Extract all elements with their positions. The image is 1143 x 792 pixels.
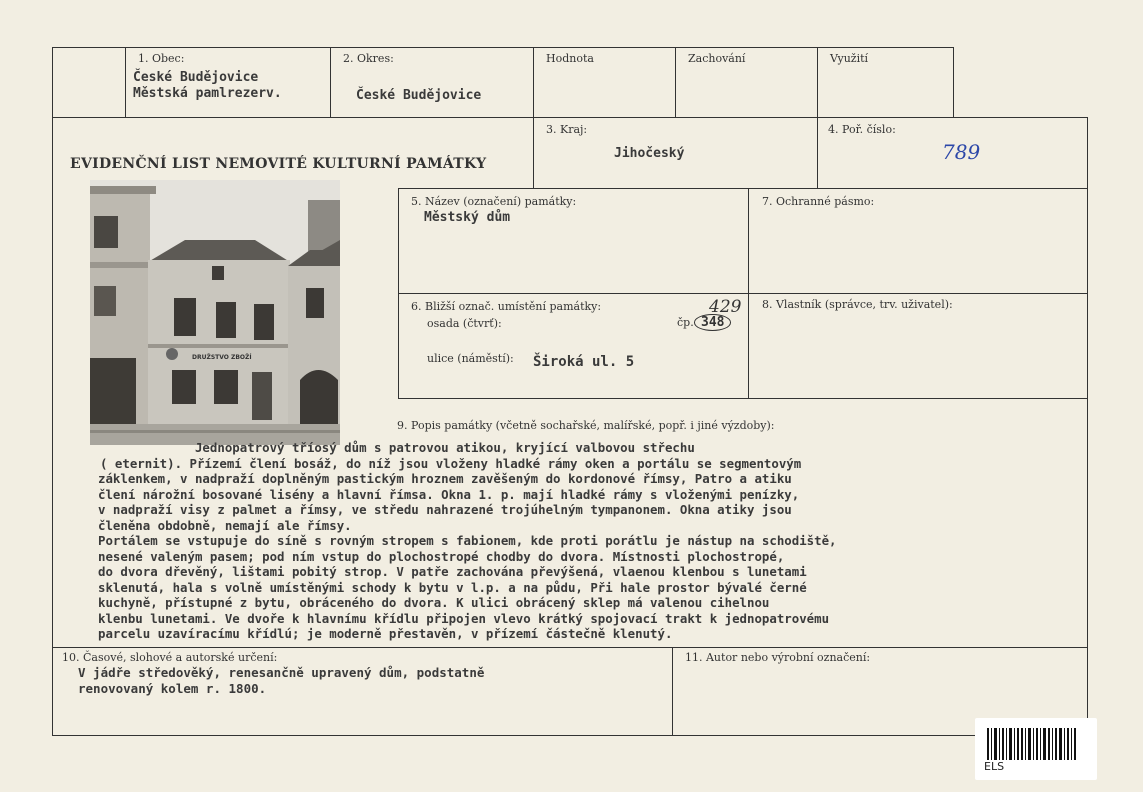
rule <box>330 47 331 117</box>
rule <box>52 735 1088 736</box>
ulice-label: ulice (náměstí): <box>427 352 514 365</box>
rule <box>672 647 673 736</box>
rule <box>398 188 399 399</box>
popis-line: klenbu lunetami. Ve dvoře k hlavnímu křídlu připojen vlevo krátký spojovací trakt k jednopatrovému <box>98 610 830 626</box>
rule <box>398 398 1088 399</box>
nazev-value: Městský dům <box>424 210 511 225</box>
urceni-value-2: renovovaný kolem r. 1800. <box>78 681 267 696</box>
rule <box>52 647 1088 648</box>
rule <box>52 117 1088 118</box>
popis-line: parcelu uzavíracímu křídlú; je moderně přestavěn, v přízemí částečně klenutý. <box>98 626 673 641</box>
umisteni-label: 6. Bližší označ. umístění památky: <box>411 300 602 313</box>
okres-value: České Budějovice <box>356 88 482 103</box>
osada-label: osada (čtvrť): <box>427 317 502 330</box>
form-title: EVIDENČNÍ LIST NEMOVITÉ KULTURNÍ PAMÁTKY <box>70 156 487 172</box>
cp-value-circled: 348 <box>694 314 731 331</box>
ulice-value: Široká ul. 5 <box>533 354 635 370</box>
vlastnik-label: 8. Vlastník (správce, trv. uživatel): <box>762 298 953 311</box>
rule <box>675 47 676 117</box>
hodnota-label: Hodnota <box>546 52 594 65</box>
building-photo-drawing <box>90 180 340 445</box>
popis-line: člení nárožní bosované lisény a hlavní římsa. Okna 1. p. mají hladké rámy s vloženými penízky, <box>98 486 800 502</box>
building-photo <box>90 180 340 445</box>
rule <box>953 47 954 117</box>
urceni-value: V jádře středověký, renesančně upravený dům, podstatně <box>78 665 485 680</box>
rule <box>52 47 53 736</box>
nazev-label: 5. Název (označení) památky: <box>411 195 577 208</box>
popis-line: sklenutá, hala s volně umístěnými schody k bytu v l.p. a na půdu, Při hale prostor bývalé černé <box>98 579 807 595</box>
kraj-value: Jihočeský <box>614 146 685 161</box>
urceni-label: 10. Časové, slohové a autorské určení: <box>62 651 278 664</box>
vyuziti-label: Využití <box>830 52 869 65</box>
rule <box>398 188 1088 189</box>
obec-label: 1. Obec: <box>138 52 185 65</box>
rule <box>398 293 1088 294</box>
popis-label: 9. Popis památky (včetně sochařské, malířské, popř. i jiné výzdoby): <box>397 419 775 432</box>
popis-line: nesené valeným pasem; pod ním vstup do plochostropé chodby do dvora. Místnosti plochostropé, <box>98 548 785 564</box>
rule <box>52 47 954 48</box>
zachovani-label: Zachování <box>688 52 746 65</box>
barcode-label: ELS <box>984 760 1005 773</box>
kraj-label: 3. Kraj: <box>546 123 588 136</box>
popis-line: členěna obdobně, nemají ale římsy. <box>98 517 352 533</box>
popis-line: kuchyně, přístupné z bytu, obráceného do dvora. K ulici obrácený sklep má valenou cihelnou <box>98 595 770 610</box>
popis-text <box>98 440 1088 642</box>
rule <box>1087 117 1088 736</box>
por-cislo-label: 4. Poř. číslo: <box>828 123 896 136</box>
popis-line: Jednopatrový tříosý dům s patrovou atikou, kryjící valbovou střechu <box>98 440 695 455</box>
por-cislo-value: 789 <box>942 140 981 164</box>
rule <box>533 47 534 189</box>
cp-label: čp. <box>677 316 694 329</box>
shop-sign: DRUŽSTVO ZBOŽÍ <box>192 354 252 361</box>
popis-line: ( eternit). Přízemí člení bosáž, do níž jsou vloženy hladké rámy oken a portálu se segmentovým <box>100 455 802 471</box>
autor-label: 11. Autor nebo výrobní označení: <box>685 651 871 664</box>
rule <box>748 188 749 399</box>
rule <box>125 47 126 117</box>
popis-line: v nadpraží visy z palmet a římsy, ve středu nahrazené trojúhelným tympanonem. Okna atiky jsou <box>98 502 792 517</box>
barcode-sticker <box>975 718 1097 780</box>
popis-line: záklenkem, v nadpraží doplněným pastickým hroznem zavěšeným do kordonové římsy, Patro a atiku <box>98 471 792 486</box>
cp-value-handwritten: 429 <box>709 297 742 317</box>
okres-label: 2. Okres: <box>343 52 394 65</box>
popis-line: do dvora dřevěný, lištami pobitý strop. V patře zachována převýšená, vlaenou klenbou s lunetami <box>98 564 807 579</box>
popis-line: Portálem se vstupuje do síně s rovným stropem s fabionem, kde proti porátlu je nástup na schodiště, <box>98 533 837 548</box>
obec-value-2: Městská pamlrezerv. <box>133 86 282 101</box>
rule <box>817 47 818 189</box>
obec-value: České Budějovice <box>133 70 259 85</box>
ochranne-pasmo-label: 7. Ochranné pásmo: <box>762 195 875 208</box>
